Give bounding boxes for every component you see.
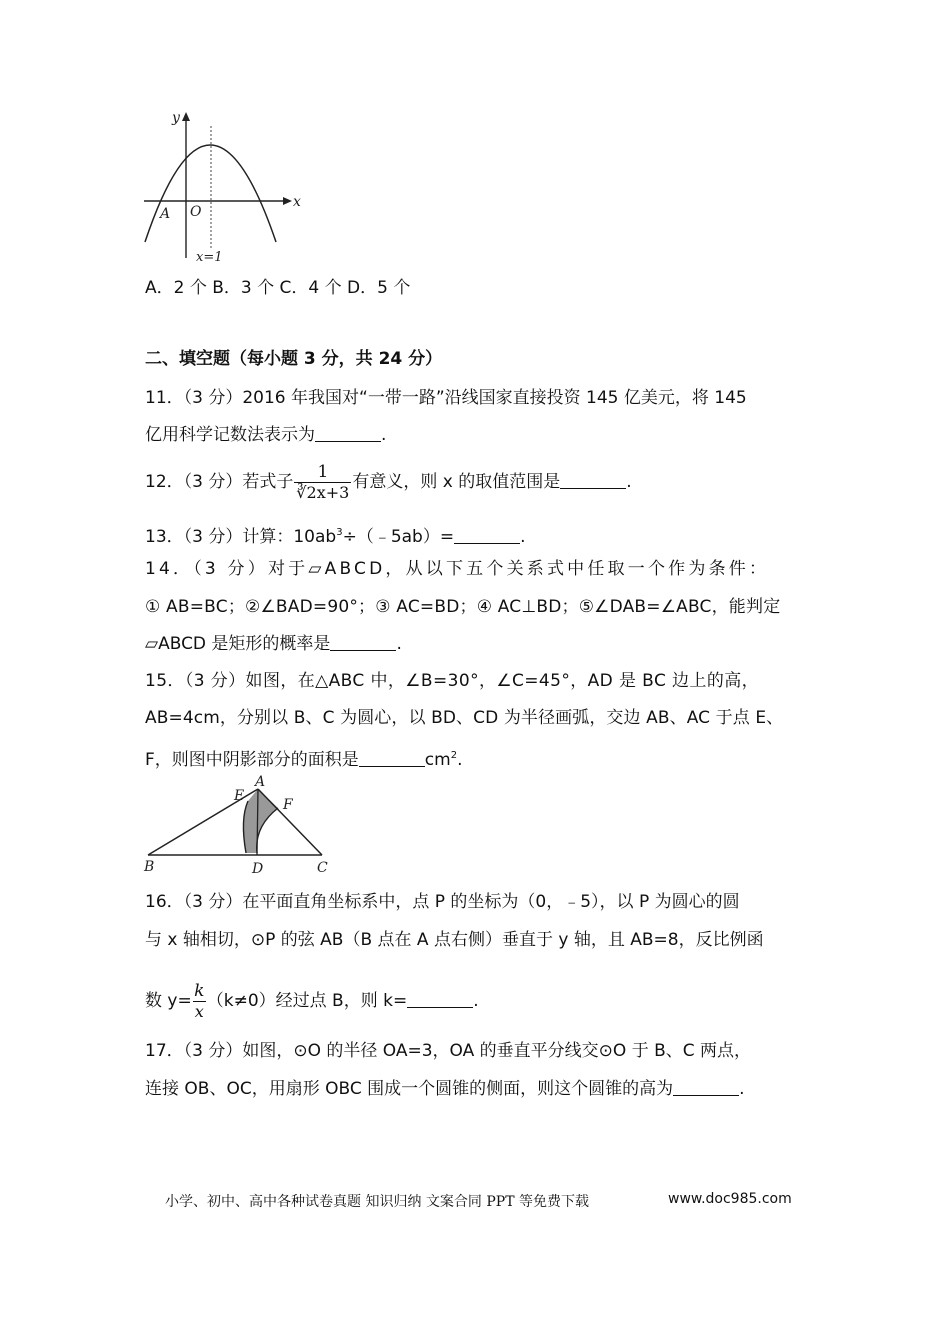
q12-fraction (294, 462, 351, 503)
q14-line3 (145, 632, 402, 656)
page-footer (165, 1191, 792, 1211)
q16-line2: 与 x 轴相切，⊙P 的弦 AB（B 点在 A 点右侧）垂直于 y 轴，且 AB=8，反比例函 (145, 930, 764, 950)
q11-end: . (381, 425, 387, 445)
footer-url[interactable]: www.doc985.com (668, 1191, 792, 1207)
parabola-figure (138, 108, 313, 266)
q12-frac-den: ∛2x+3 (296, 482, 350, 502)
q15-unit: cm (424, 750, 451, 770)
q16-frac-den: x (194, 1001, 204, 1021)
tri-label-d: D (252, 861, 264, 877)
q14-blank[interactable] (330, 632, 396, 651)
q17-text: 连接 OB、OC，用扇形 OBC 围成一个圆锥的侧面，则这个圆锥的高为 (145, 1079, 674, 1099)
q15-line3 (145, 744, 462, 772)
q16-fraction (193, 981, 206, 1022)
shaded-region (243, 789, 278, 853)
q11-blank[interactable] (315, 423, 381, 442)
q16-blank[interactable] (407, 989, 473, 1008)
q16-mid: （k≠0）经过点 B，则 k= (206, 991, 408, 1011)
q17-line2 (145, 1077, 745, 1101)
q11-text: 亿用科学记数法表示为 (145, 425, 315, 445)
x-axis-arrow (283, 197, 292, 205)
q12-line (145, 460, 632, 504)
q15-line1: 15．（3 分）如图，在△ABC 中，∠B=30°，∠C=45°，AD 是 BC 边上的高， (145, 671, 760, 691)
q14-text: ▱ABCD 是矩形的概率是 (145, 634, 331, 654)
q17-blank[interactable] (673, 1077, 739, 1096)
q13-blank[interactable] (454, 525, 520, 544)
q12-end: . (626, 472, 632, 492)
q15-line2: AB=4cm，分别以 B、C 为圆心，以 BD、CD 为半径画弧，交边 AB、AC 于点 E、 (145, 708, 784, 728)
tri-label-b: B (144, 859, 155, 875)
triangle-figure (140, 775, 340, 877)
q11-line1: 11．（3 分）2016 年我国对“一带一路”沿线国家直接投资 145 亿美元，将 145 (145, 388, 747, 408)
q14-line2: ① AB=BC；②∠BAD=90°；③ AC=BD；④ AC⊥BD；⑤∠DAB=∠ABC，能判定 (145, 597, 781, 617)
q13-end: . (520, 527, 526, 547)
q13-suffix: ÷（﹣5ab）= (342, 527, 455, 547)
tri-label-c: C (317, 860, 328, 876)
q13-line (145, 521, 526, 549)
label-y: y (172, 110, 180, 126)
footer-text: 小学、初中、高中各种试卷真题 知识归纳 文案合同 PPT 等免费下载 (165, 1194, 589, 1210)
q10-options: A．2 个 B．3 个 C．4 个 D．5 个 (145, 278, 411, 298)
label-x: x (293, 194, 301, 210)
q14-end: . (396, 634, 402, 654)
q16-prefix: 数 y= (145, 991, 192, 1011)
q14-line1: 14．（3 分）对于▱ABCD，从以下五个关系式中任取一个作为条件： (145, 559, 770, 579)
q16-line3 (145, 978, 479, 1024)
q15-end: . (457, 750, 463, 770)
q12-suffix: 有意义，则 x 的取值范围是 (352, 472, 561, 492)
q15-unit-exp: 2 (450, 750, 458, 761)
label-axis: x=1 (196, 250, 223, 265)
q16-end: . (473, 991, 479, 1011)
tri-label-a: A (255, 775, 266, 790)
q17-line1: 17．（3 分）如图，⊙O 的半径 OA=3，OA 的垂直平分线交⊙O 于 B、C 两点， (145, 1041, 752, 1061)
q12-frac-num: 1 (317, 461, 329, 482)
q12-blank[interactable] (560, 470, 626, 489)
tri-label-f: F (283, 797, 293, 813)
label-a: A (160, 206, 171, 222)
label-o: O (190, 204, 202, 220)
tri-label-e: E (234, 788, 245, 804)
q11-line2 (145, 423, 386, 447)
q15-text: F，则图中阴影部分的面积是 (145, 750, 359, 770)
q16-line1: 16．（3 分）在平面直角坐标系中，点 P 的坐标为（0，﹣5），以 P 为圆心的圆 (145, 892, 740, 912)
section2-heading: 二、填空题（每小题 3 分，共 24 分） (145, 349, 443, 369)
q17-end: . (739, 1079, 745, 1099)
y-axis-arrow (182, 112, 190, 121)
q16-frac-num: k (194, 980, 205, 1001)
q13-prefix: 13．（3 分）计算：10ab (145, 527, 337, 547)
q12-prefix: 12．（3 分）若式子 (145, 472, 294, 492)
q13-exp: 3 (336, 527, 343, 538)
q15-blank[interactable] (359, 748, 425, 767)
